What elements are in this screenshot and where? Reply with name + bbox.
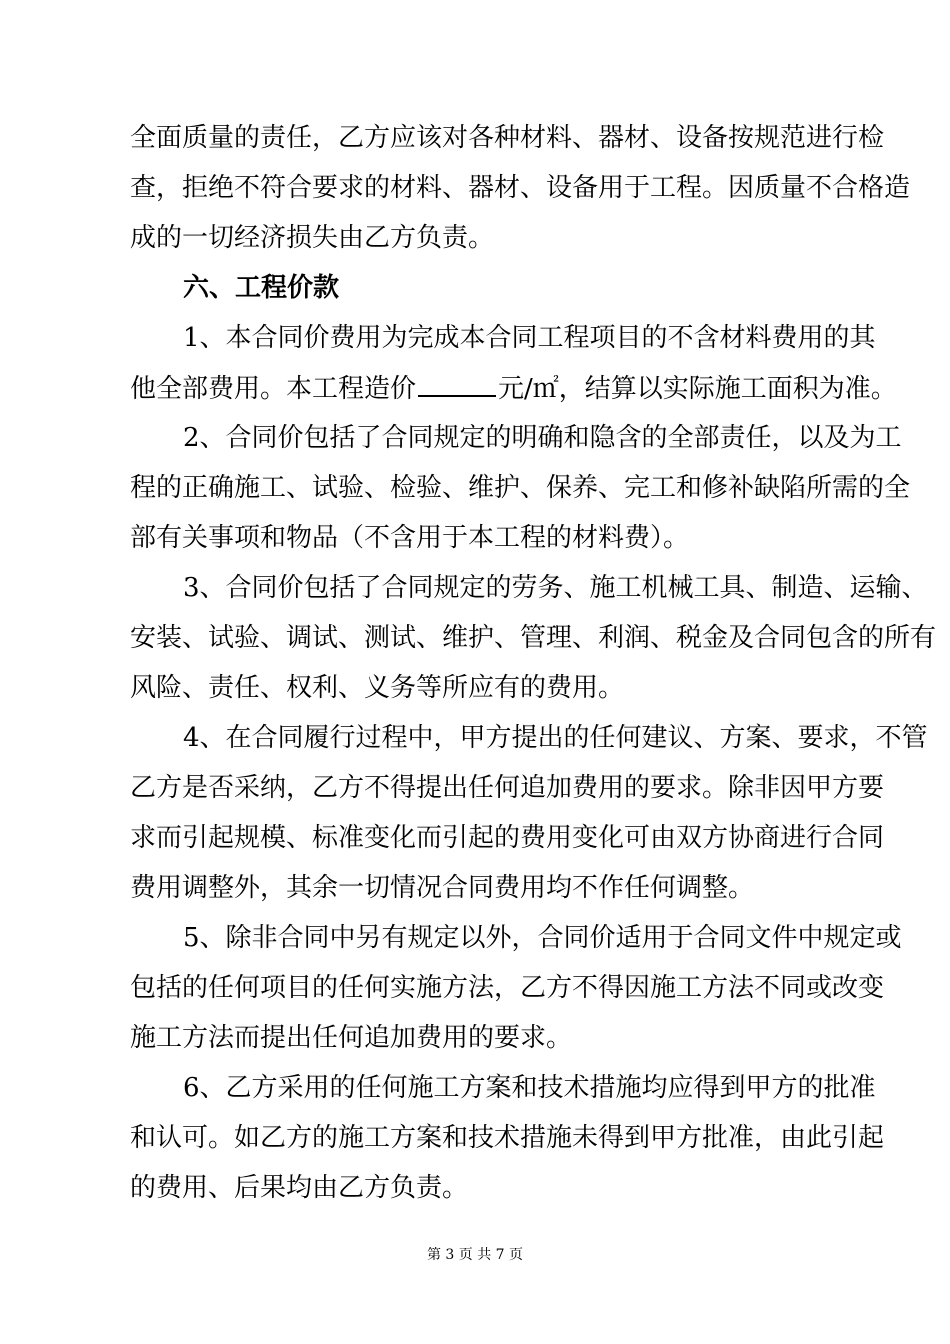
text-line: 乙方是否采纳，乙方不得提出任何追加费用的要求。除非因甲方要 [130,773,885,803]
text-line: 全面质量的责任，乙方应该对各种材料、器材、设备按规范进行检 [130,123,885,153]
text-line: 求而引起规模、标准变化而引起的费用变化可由双方协商进行合同 [130,823,885,853]
text-line: 的费用、后果均由乙方负责。 [130,1173,469,1203]
text-line: 5、除非合同中另有规定以外，合同价适用于合同文件中规定或 [183,923,902,953]
text-line: 查，拒绝不符合要求的材料、器材、设备用于工程。因质量不合格造 [130,173,911,203]
text-line: 包括的任何项目的任何实施方法，乙方不得因施工方法不同或改变 [130,973,885,1003]
text-segment: 元/㎡，结算以实际施工面积为准。 [498,374,897,404]
text-line-with-blank [130,373,950,404]
text-line: 施工方法而提出任何追加费用的要求。 [130,1023,573,1053]
text-line: 1、本合同价费用为完成本合同工程项目的不含材料费用的其 [183,323,876,353]
text-line: 风险、责任、权利、义务等所应有的费用。 [130,673,625,703]
text-line: 3、合同价包括了合同规定的劳务、施工机械工具、制造、运输、 [183,573,928,603]
text-line: 安装、试验、调试、测试、维护、管理、利润、税金及合同包含的所有 [130,623,937,653]
text-line: 费用调整外，其余一切情况合同费用均不作任何调整。 [130,873,755,903]
text-line: 2、合同价包括了合同规定的明确和隐含的全部责任，以及为工 [183,423,902,453]
text-line: 成的一切经济损失由乙方负责。 [130,223,495,253]
text-segment: 他全部费用。本工程造价 [130,374,417,404]
text-line: 6、乙方采用的任何施工方案和技术措施均应得到甲方的批准 [183,1073,876,1103]
text-line: 和认可。如乙方的施工方案和技术措施未得到甲方批准，由此引起 [130,1123,885,1153]
text-line: 部有关事项和物品（不含用于本工程的材料费）。 [130,523,690,553]
section-heading: 六、工程价款 [183,273,340,303]
page-number-footer: 第 3 页 共 7 页 [426,1247,524,1263]
text-line: 程的正确施工、试验、检验、维护、保养、完工和修补缺陷所需的全 [130,473,911,503]
fill-in-blank [418,373,496,397]
text-line: 4、在合同履行过程中，甲方提出的任何建议、方案、要求，不管 [183,723,928,753]
